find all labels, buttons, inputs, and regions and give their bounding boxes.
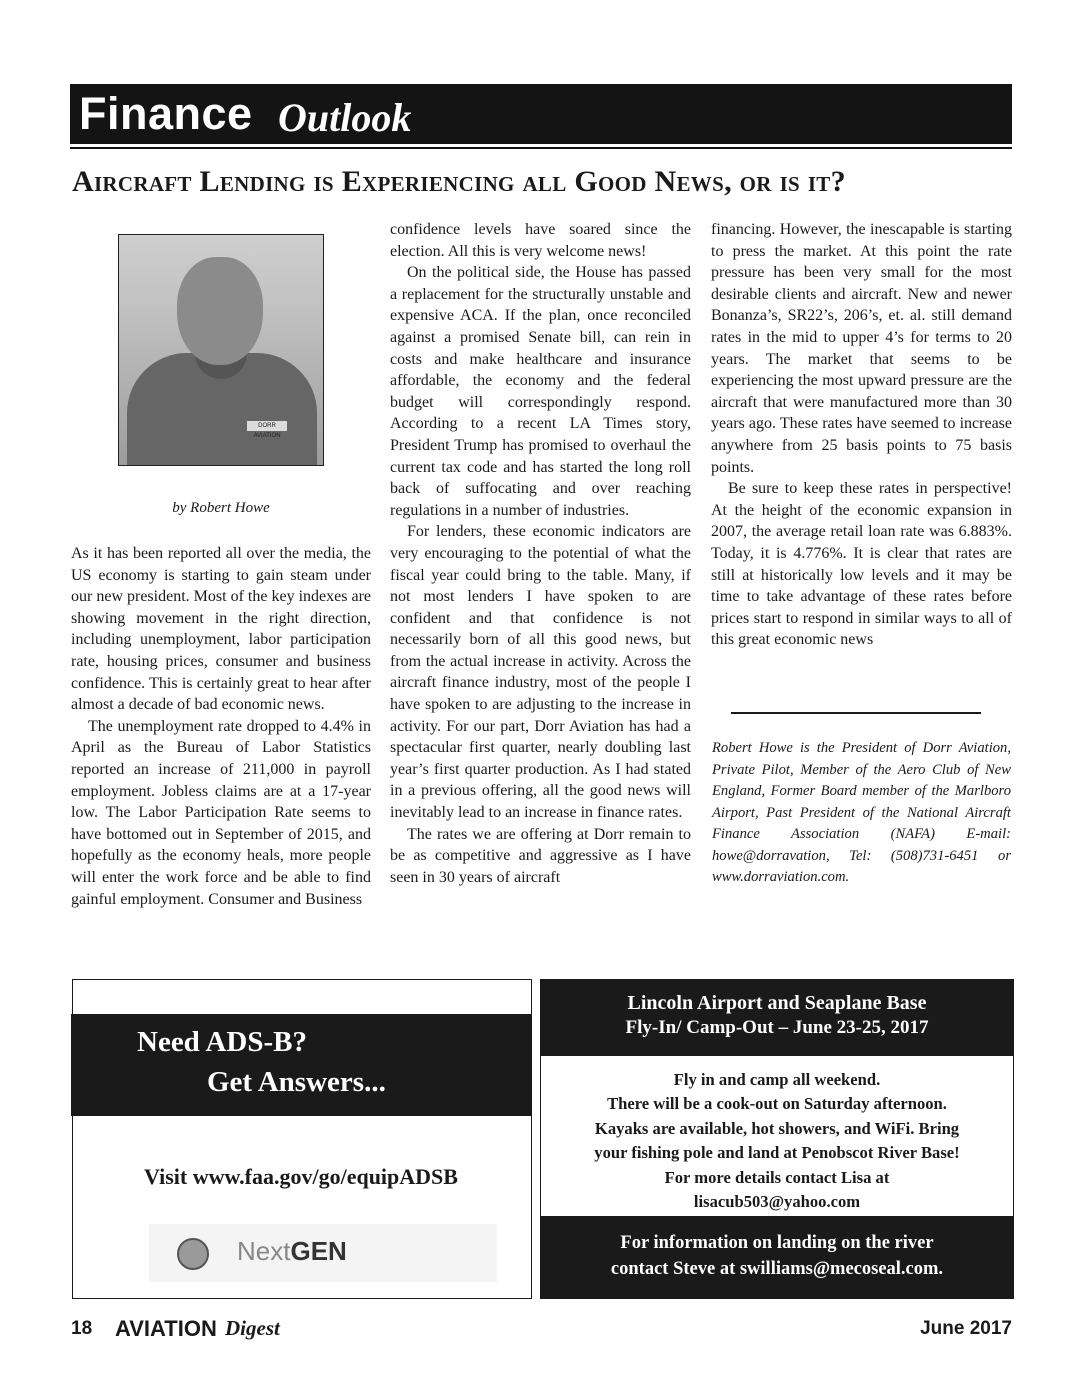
magazine-name: AVIATION	[115, 1316, 217, 1341]
lincoln-body-line: Kayaks are available, hot showers, and WiFi. Bring	[594, 1118, 960, 1138]
adsb-visit-link[interactable]: Visit www.faa.gov/go/equipADSB	[144, 1164, 458, 1189]
author-bio: Robert Howe is the President of Dorr Aviation, Private Pilot, Member of the Aero Club of New England, Former Board member of the Marlboro Airport, Past President of the National Aircraft Finance Association (NAFA) E-mail: howe@dorravation, Tel: (508)731-6451 or www.dorraviation.com.	[712, 740, 1011, 885]
section-banner	[70, 84, 1012, 144]
lincoln-footer-line: For information on landing on the river	[620, 1233, 934, 1253]
byline: by Robert Howe	[172, 500, 270, 516]
author-photo	[118, 234, 324, 466]
nextgen-logo: NextGEN	[237, 1236, 347, 1266]
lincoln-body-line: For more details contact Lisa at	[664, 1167, 890, 1187]
page-footer	[71, 1316, 1012, 1344]
paragraph: financing. However, the inescapable is starting to press the market. At this point the rate pressure has been very small for the most desirable clients and aircraft. New and newer Bonanza’s, SR22’s, 206’s, et. al. still demand rates in the mid to upper 4’s for terms to 20 years. The market that seems to be experiencing the most upward pressure are the aircraft that were manufactured more than 30 years ago. These rates have seemed to increase anywhere from 25 basis points to 75 basis points.	[711, 221, 1012, 476]
magazine-name-italic: Digest	[225, 1316, 280, 1340]
lincoln-body-line: There will be a cook-out on Saturday afternoon.	[607, 1094, 947, 1114]
adsb-advertisement	[72, 979, 532, 1299]
photo-head	[177, 257, 263, 365]
column-3	[711, 219, 1012, 651]
shirt-logo: DORR AVIATION	[247, 421, 287, 431]
bio-divider	[731, 712, 981, 714]
lincoln-footer-line: contact Steve at swilliams@mecoseal.com.	[610, 1259, 944, 1279]
paragraph: Be sure to keep these rates in perspective! At the height of the economic expansion in 2007, the average retail loan rate was 6.883%. Today, it is 4.776%. It is clear that rates are still at historically low levels and it may be time to take advantage of these rates before prices start to respond in similar ways to all of this great economic news	[711, 480, 1012, 649]
lincoln-subtitle: Fly-In/ Camp-Out – June 23-25, 2017	[625, 1017, 929, 1038]
adsb-line-2: Get Answers...	[207, 1066, 386, 1098]
column-2	[390, 219, 691, 888]
paragraph: On the political side, the House has passed a replacement for the structurally unstable and expensive ACA. If the plan, once reconciled against a promised Senate bill, can rein in costs and make healthcare and insurance affordable, the economy and the federal budget will correspondingly respond. According to a recent LA Times story, President Trump has promised to overhaul the current tax code and has started the long roll back of suffocating and over reaching regulations in a number of industries.	[390, 264, 691, 519]
faa-seal-icon	[177, 1238, 209, 1270]
column-1	[71, 543, 371, 910]
paragraph: As it has been reported all over the media, the US economy is starting to gain steam under our new president. Most of the key indexes are showing movement in the right direction, including unemployment, labor participation rate, housing prices, consumer and business confidence. This is certainly great to hear after almost a decade of bad economic news.	[71, 545, 371, 714]
banner-rule	[70, 147, 1012, 149]
lincoln-body-line: your fishing pole and land at Penobscot River Base!	[594, 1143, 960, 1163]
article-headline: Aircraft Lending is Experiencing all Good News, or is it?	[72, 165, 846, 198]
lincoln-header	[541, 980, 1013, 1056]
issue-date: June 2017	[920, 1318, 1012, 1339]
page-number: 18	[71, 1318, 93, 1339]
paragraph: confidence levels have soared since the election. All this is very welcome news!	[390, 221, 691, 260]
logo-strip	[149, 1224, 497, 1282]
adsb-line-1: Need ADS-B?	[137, 1026, 307, 1058]
paragraph: For lenders, these economic indicators are very encouraging to the potential of what the fiscal year could bring to the table. Many, if not most lenders I have spoken to are confident and that confidence is not necessarily born of all this good news, but from the actual increase in activity. Across the aircraft finance industry, most of the people I have spoken to are adjusting to the increase in activity. For our part, Dorr Aviation has had a spectacular first quarter, nearly doubling last year’s first quarter production. As I had stated in a previous offering, all the good news will inevitably lead to an increase in finance rates.	[390, 523, 691, 822]
lincoln-airport-advertisement	[540, 979, 1014, 1299]
lincoln-email[interactable]: lisacub503@yahoo.com	[693, 1192, 861, 1212]
lincoln-body-line: Fly in and camp all weekend.	[673, 1070, 881, 1089]
adsb-banner	[71, 1014, 531, 1116]
lincoln-footer	[541, 1216, 1013, 1298]
section-subtitle: Outlook	[278, 95, 412, 140]
section-title: Finance	[79, 88, 253, 139]
lincoln-title: Lincoln Airport and Seaplane Base	[627, 992, 927, 1014]
lincoln-body	[541, 1068, 1013, 1214]
paragraph: The unemployment rate dropped to 4.4% in April as the Bureau of Labor Statistics reported an increase of 211,000 in payroll employment. Jobless claims are at a 17-year low. The Labor Participation Rate seems to have bottomed out in September of 2015, and hopefully as the economy heals, more people will enter the work force and be able to find gainful employment. Consumer and Business	[71, 717, 371, 908]
paragraph: The rates we are offering at Dorr remain to be as competitive and aggressive as I have seen in 30 years of aircraft	[390, 825, 691, 886]
